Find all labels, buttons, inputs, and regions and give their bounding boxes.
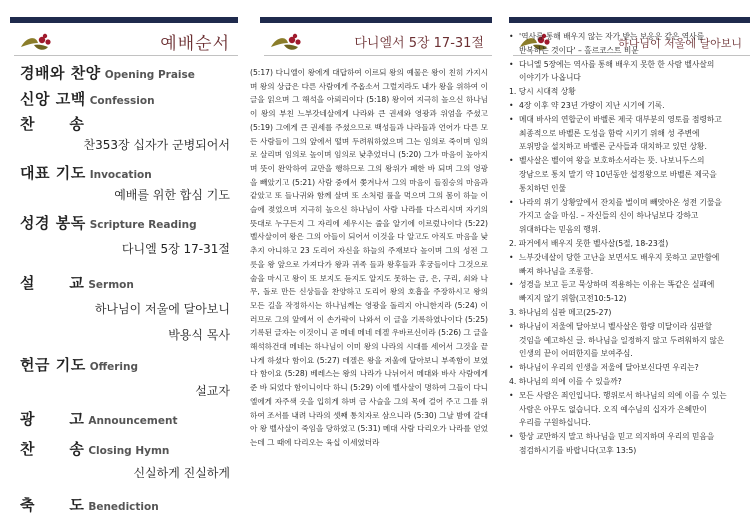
panel-title: 다니엘서 5장 17-31절	[354, 36, 484, 51]
service-item-english: Sermon	[88, 279, 134, 291]
outline-line	[509, 71, 746, 85]
outline-line-text: 사람은 아무도 없습니다. 오직 예수님의 십자가 은혜만이	[519, 404, 707, 414]
outline-line	[509, 265, 746, 279]
outline-line	[509, 292, 746, 306]
service-item-title: 경배와 찬양	[20, 64, 101, 82]
service-detail-scripture: 다니엘 5장 17-31절	[121, 242, 230, 256]
sermon-outline-panel	[503, 0, 750, 530]
outline-line	[509, 113, 746, 127]
header-divider	[264, 55, 492, 56]
outline-line	[509, 334, 746, 348]
bullet-icon: •	[509, 156, 514, 166]
bullet-icon: •	[509, 280, 514, 290]
service-item-english: Offering	[89, 361, 139, 373]
service-item-title: 대표 기도	[20, 164, 86, 182]
outline-line	[509, 444, 746, 458]
sermon-outline-text	[509, 30, 746, 458]
outline-line	[509, 389, 746, 403]
bullet-icon: •	[509, 59, 514, 69]
outline-heading	[509, 85, 746, 99]
outline-line-text: 최종적으로 바벨론 도성을 함락 시키기 위해 성 주변에	[519, 128, 700, 138]
outline-line	[509, 58, 746, 72]
service-detail-offering: 설교자	[195, 384, 230, 398]
outline-line	[509, 127, 746, 141]
scripture-text: (5:17) 다니엘이 왕에게 대답하여 이르되 왕의 예물은 왕이 친히 가지시며 왕의 상급은 다른 사람에게 주옵소서 그럴지라도 내가 왕을 위하여 이 글을 읽으며 그 해석을 아뢰리이다 (5:18) 왕이여 지극히 높으신 하나님이 왕의 부친 느부갓네살에게 나라와 큰 권세와 영광과 위엄을 주셨고 (5:19) 그에게 큰 권세를 주셨으므로 백성들과 나라들과 언어가 다른 모든 사람들이 그의 앞에서 떨며 두려워하였으며 그는 임의로 죽이며 임의로 살리며 임의로 높이며 임의로 낮추었더니 (5:20) 그가 마음이 높아지며 뜻이 완악하여 교만을 행하므로 그의 왕위가 폐한 바 되며 그의 영광을 빼았기고 (5:21) 사람 중에서 쫓겨나서 그의 마음이 들짐승의 마음과 같았고 또 들나귀와 함께 살며 또 소처럼 풀을 먹으며 그의 몸이 하늘 이슬에 젖었으며 지극히 높으신 하나님이 사람 나라를 다스리시며 자기의 뜻대로 누구든지 그 자리에 세우시는 줄을 알기에 이르렀나이다 (5:22) 벨사살이여 왕은 그의 아들이 되어서 이것을 다 알고도 아직도 마음을 낮추지 아니하고 23 도리어 자신을 하늘의 주재보다 높이며 그의 성전 그릇을 왕 앞으로 가져다가 왕과 귀족 들과 왕후들과 후궁들이다 그것으로 술을 마시고 왕이 또 보지도 듣지도 알지도 못하는 금, 은, 구리, 쇠와 나무, 돌로 만든 신상들을 찬양하고 도리어 왕의 호흡을 주장하시고 왕의 모든 길을 작정하시는 하나님께는 영광을 돌리지 아니한지라 (5:24) 이러므로 그의 앞에서 이 손가락이 나와서 이 글을 기록하였나이다 (5:25) 기록된 글자는 이것이니 곧 메네 메네 데겔 우바르신이라 (5:26) 그 글을 해석하건대 메네는 하나님이 이미 왕의 나라의 시대를 세어서 그것을 끝나게 하셨다 함이요 (5:27) 데겔은 왕을 저울에 달아보니 부족함이 보였다 함이요 (5:28) 베레스는 왕의 나라가 나뉘어서 메대와 바사 사람에게 준 바 되었다 함이니이다 하니 (5:29) 이에 벨사살이 명하여 그들이 다니엘에게 자주색 옷을 입히게 하며 금 사슬을 그의 목에 걸어 주고 그를 위하여 조서를 내려 나라의 셋째 통치자로 삼으니라 (5:30) 그날 밤에 갈대아 왕 벨사살이 죽임을 당하였고 (5:31) 메대 사람 다리오가 나라를 얻었는데 그 때에 다리오는 육십 이세였더라	[250, 68, 488, 447]
bullet-icon: •	[509, 197, 514, 207]
outline-line-text: 모든 사람은 죄인입니다. 행위로서 하나님의 의에 이를 수 있는	[519, 390, 727, 400]
outline-line-text: 우리를 구원하십니다.	[519, 418, 591, 428]
outline-line-text: '역사를 통해 배우지 않는 자가 받는 보응은 같은 역사를	[519, 32, 705, 41]
service-item-title: 헌금 기도	[20, 356, 86, 374]
panel-title: 하나님이 저울에 달아보니	[618, 37, 742, 50]
outline-line	[509, 347, 746, 361]
outline-line-text: 이야기가 나옵니다	[519, 73, 581, 83]
service-item-scripture-reading	[20, 212, 230, 233]
outline-line-text: 항상 교만하지 말고 하나님을 믿고 의지하며 우리의 믿음을	[519, 432, 715, 442]
outline-line-text: 점검하시기를 바랍니다(고후 13:5)	[519, 445, 637, 455]
outline-line	[509, 416, 746, 430]
outline-line-text: 나라의 위기 상황앞에서 잔치를 벌이며 빼앗아온 성전 기물을	[519, 197, 722, 207]
outline-line-text: 1. 당시 시대적 상황	[509, 87, 576, 97]
order-of-service-panel	[0, 0, 238, 530]
outline-line	[509, 196, 746, 210]
header-divider	[14, 55, 238, 56]
outline-line-text: 위대하다는 믿음의 행위.	[519, 225, 601, 235]
berry-leaf-ornament-icon	[18, 29, 56, 55]
service-item-title: 설 교	[20, 274, 85, 292]
panel-header	[10, 28, 238, 54]
outline-line-text: 빠져 하나님을 조롱함.	[519, 266, 594, 276]
panel-title: 예배순서	[160, 34, 230, 54]
panel-top-bar	[10, 17, 238, 23]
outline-line	[509, 209, 746, 223]
berry-leaf-ornament-icon	[268, 29, 306, 55]
service-item-title: 신앙 고백	[20, 90, 86, 108]
outline-line	[509, 320, 746, 334]
outline-line-text: 인생의 끝이 어떠한지를 보여주심.	[519, 349, 633, 359]
service-item-english: Closing Hymn	[88, 445, 170, 457]
outline-line	[509, 140, 746, 154]
service-item-english: Confession	[89, 95, 155, 107]
service-item-english: Scripture Reading	[89, 219, 197, 231]
outline-heading	[509, 306, 746, 320]
bullet-icon: •	[509, 321, 514, 331]
service-item-hymn	[20, 113, 230, 134]
outline-line	[509, 403, 746, 417]
service-detail-hymn: 찬353장 십자가 군병되어서	[83, 138, 230, 152]
service-item-english: Invocation	[89, 169, 152, 181]
outline-line-text: 하나님이 저울에 달아보니 벨사살은 함량 미달이라 심판할	[519, 321, 712, 331]
service-item-title: 찬 송	[20, 440, 85, 458]
scripture-panel	[250, 0, 492, 530]
outline-line	[509, 182, 746, 196]
service-item-opening-praise	[20, 62, 230, 83]
service-item-benediction	[20, 494, 230, 515]
service-item-title: 찬 송	[20, 115, 85, 133]
outline-line-text: 느부갓네살이 당한 고난을 보면서도 배우지 못하고 교만함에	[519, 252, 720, 262]
outline-line-text: 반복하는 것이다' – 홀르코스트 비문	[519, 45, 639, 55]
service-item-title: 광 고	[20, 410, 85, 428]
outline-line-text: 성경을 보고 듣고 묵상하며 적용하는 이유는 똑같은 실패에	[519, 280, 715, 290]
panel-top-bar	[260, 17, 492, 23]
outline-line-text: 메대 바사의 연합군이 바벨론 제국 대부분의 영토를 점령하고	[519, 114, 722, 124]
service-item-announcement	[20, 408, 230, 429]
outline-line	[509, 361, 746, 375]
service-item-confession	[20, 88, 230, 109]
outline-line	[509, 251, 746, 265]
outline-line	[509, 430, 746, 444]
outline-line-text: 3. 하나님의 심판 메고(25-27)	[509, 307, 612, 317]
bullet-icon: •	[509, 390, 514, 400]
outline-line-text: 하나님이 우리의 인생을 저울에 달아보신다면 우리는?	[519, 363, 699, 373]
service-item-english: Opening Praise	[104, 69, 195, 81]
outline-line-text: 4. 하나님의 의에 이를 수 있을까?	[509, 376, 622, 386]
service-item-title: 축 도	[20, 496, 85, 514]
service-detail-closing-hymn: 신실하게 진실하게	[133, 466, 230, 480]
service-item-closing-hymn	[20, 438, 230, 459]
outline-line-text: 4장 이후 약 23년 가량이 지난 시기에 기록.	[519, 100, 665, 110]
service-item-invocation	[20, 162, 230, 183]
service-item-sermon	[20, 272, 230, 293]
outline-line	[509, 223, 746, 237]
service-item-title: 성경 봉독	[20, 214, 86, 232]
outline-line	[509, 30, 746, 44]
service-detail-preacher: 박용식 목사	[168, 328, 230, 342]
bullet-icon: •	[509, 32, 514, 41]
outline-heading	[509, 237, 746, 251]
bullet-icon: •	[509, 432, 514, 442]
bullet-icon: •	[509, 252, 514, 262]
bullet-icon: •	[509, 363, 514, 373]
service-detail-sermon-title: 하나님이 저울에 달아보니	[94, 302, 230, 316]
panel-top-bar	[509, 17, 750, 23]
outline-line-text: 2. 파거에서 배우지 못한 벨사살(5절, 18-23절)	[509, 238, 669, 248]
outline-line	[509, 154, 746, 168]
service-item-english: Benediction	[88, 501, 159, 513]
outline-line-text: 가지고 술을 마심. – 자신들의 신이 하나님보다 강하고	[519, 211, 699, 221]
outline-line	[509, 99, 746, 113]
outline-line	[509, 278, 746, 292]
outline-line	[509, 168, 746, 182]
outline-line	[509, 44, 746, 58]
outline-heading	[509, 375, 746, 389]
bullet-icon: •	[509, 100, 514, 110]
bullet-icon: •	[509, 114, 514, 124]
outline-line-text: 벨사살은 벨이여 왕을 보호하소서라는 뜻. 나보니두스의	[519, 156, 705, 166]
service-item-english: Announcement	[88, 415, 178, 427]
panel-header	[260, 28, 492, 54]
service-item-offering	[20, 354, 230, 375]
outline-line-text: 장남으로 통치 말기 약 10년동안 섭정왕으로 바벨론 제국을	[519, 169, 717, 179]
outline-line-text: 통치하던 인물	[519, 183, 567, 193]
outline-line-text: 다니엘 5장에는 역사를 통해 배우지 못한 한 사람 벨사살의	[519, 59, 715, 69]
outline-line-text: 것임을 예고하신 글. 하나님을 일정하지 않고 두려워하지 않은	[519, 335, 725, 345]
outline-line-text: 포위망을 설치하고 바벨론 군사들과 대치하고 있던 상황.	[519, 142, 707, 152]
service-detail-invocation: 예배를 위한 합심 기도	[114, 188, 230, 202]
outline-line-text: 빠지지 않기 위함(고전10:5-12)	[519, 294, 627, 304]
